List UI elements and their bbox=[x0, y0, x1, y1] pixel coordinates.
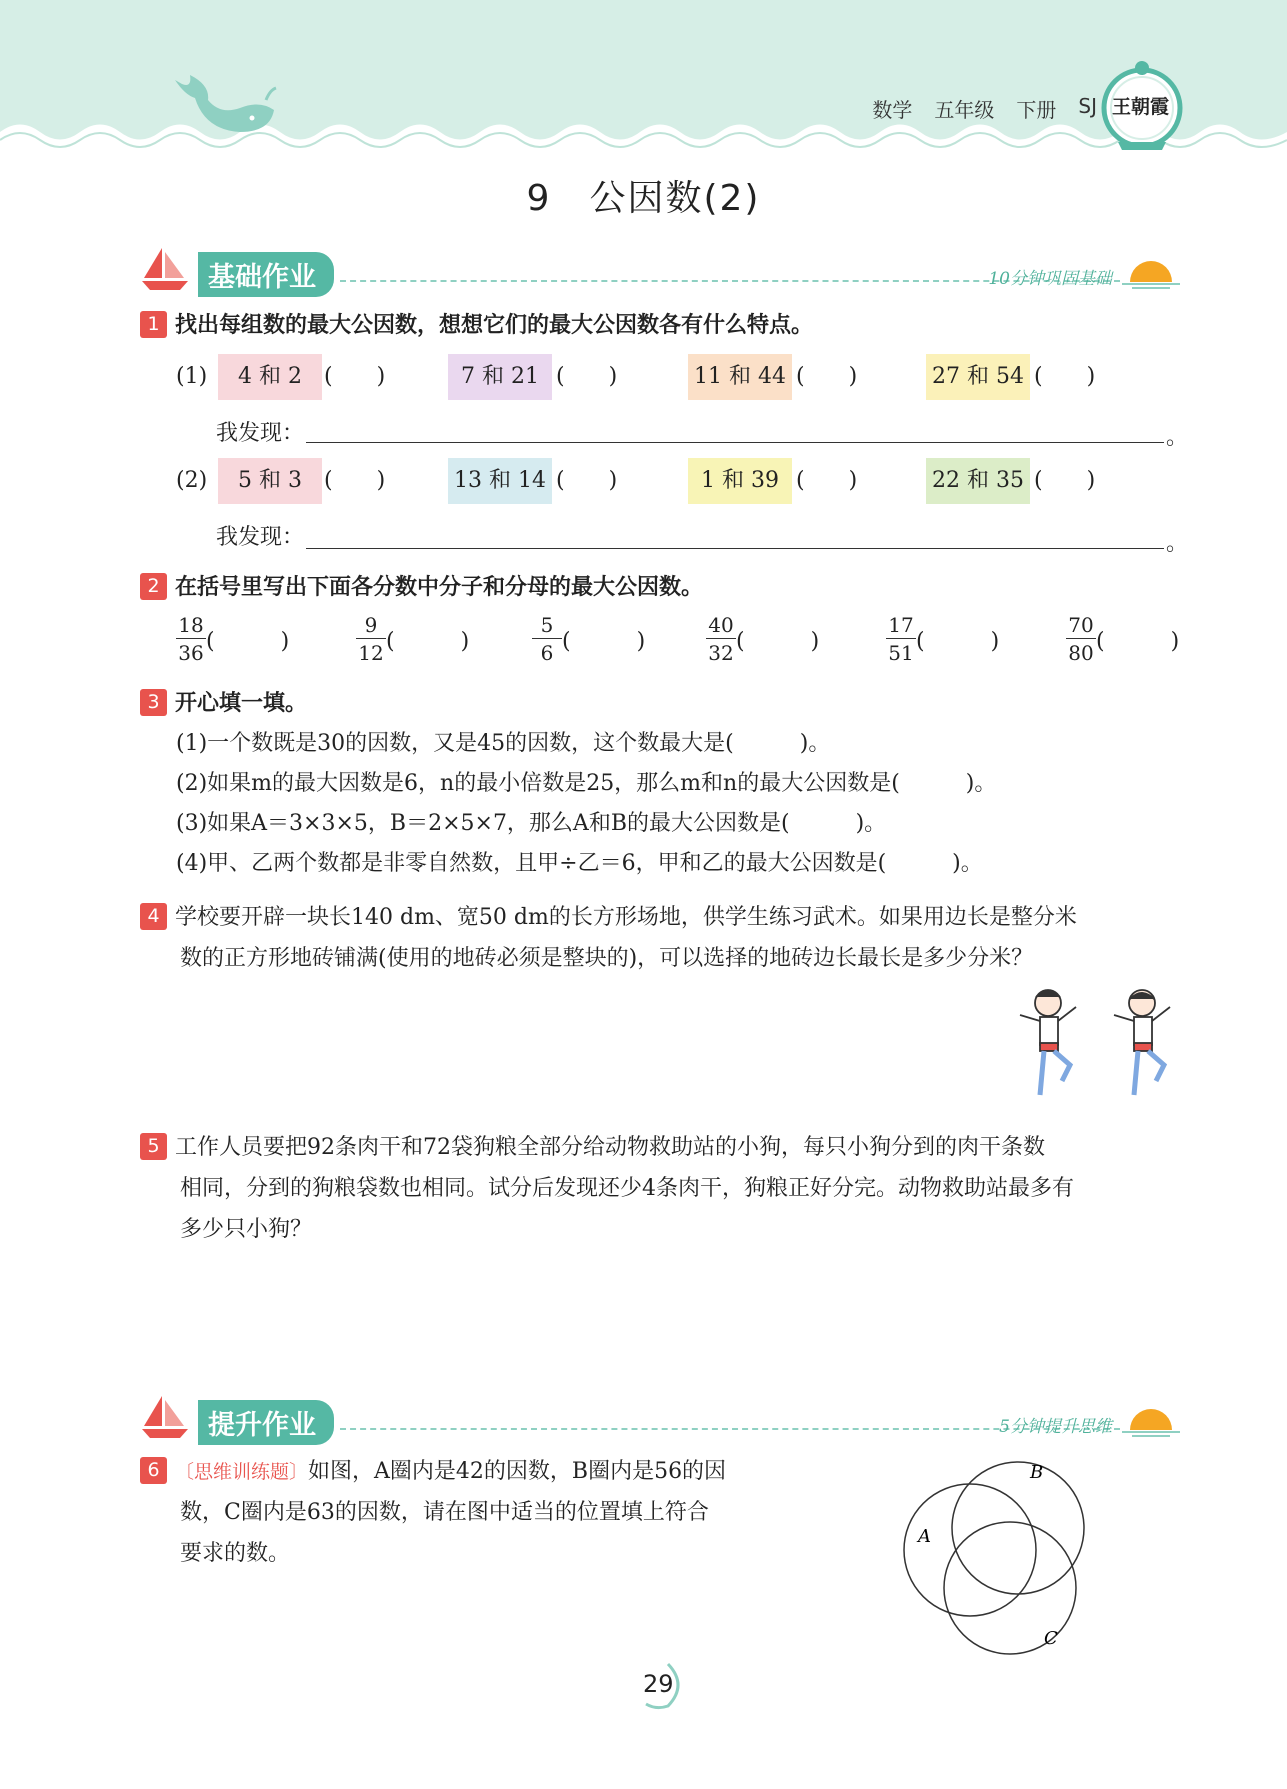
q1-find-end-1: 。 bbox=[1166, 425, 1189, 450]
question-number-1: 1 bbox=[140, 311, 167, 338]
q1-pair-4: 27 和 54 bbox=[926, 354, 1030, 400]
fraction-denominator: 6 bbox=[540, 641, 554, 665]
q2-answer-blank[interactable]: ( ) bbox=[562, 629, 646, 654]
question-5-line-3: 多少只小狗？ bbox=[180, 1217, 313, 1242]
question-5 bbox=[140, 1128, 1180, 1168]
question-6-tag: 〔思维训练题〕 bbox=[175, 1461, 309, 1483]
question-3-text: 开心填一填。 bbox=[175, 691, 308, 716]
q1-pair-7: 1 和 39 bbox=[688, 458, 792, 504]
question-number-5: 5 bbox=[140, 1133, 167, 1160]
q2-answer-blank[interactable]: ( ) bbox=[206, 629, 290, 654]
q2-answer-blank[interactable]: ( ) bbox=[386, 629, 470, 654]
header-volume: 下册 bbox=[1016, 98, 1057, 122]
martial-arts-kids-illustration bbox=[1010, 985, 1185, 1110]
fraction-numerator: 40 bbox=[706, 612, 736, 639]
question-4-line-1: 学校要开辟一块长140 dm、宽50 dm的长方形场地，供学生练习武术。如果用边长是整分米 bbox=[175, 905, 1077, 930]
fraction-denominator: 12 bbox=[358, 641, 384, 665]
fraction-denominator: 32 bbox=[708, 641, 734, 665]
sunset-icon bbox=[1122, 1402, 1180, 1438]
section-label-advanced: 提升作业 bbox=[198, 1400, 334, 1445]
q1-answer-blank[interactable]: ( ) bbox=[556, 468, 618, 493]
fraction-numerator: 18 bbox=[176, 612, 206, 639]
q1-find-end-2: 。 bbox=[1166, 531, 1189, 556]
q2-answer-blank[interactable]: ( ) bbox=[916, 629, 1000, 654]
venn-circle-a bbox=[904, 1484, 1036, 1616]
q2-fraction-3 bbox=[532, 612, 645, 667]
q3-item-2: (2)如果m的最大因数是6，n的最小倍数是25，那么m和n的最大公因数是( )。 bbox=[176, 771, 997, 796]
q1-answer-blank[interactable]: ( ) bbox=[556, 364, 618, 389]
question-4-line-2: 数的正方形地砖铺满(使用的地砖必须是整块的)，可以选择的地砖边长最长是多少分米？ bbox=[180, 946, 1034, 971]
fraction-denominator: 36 bbox=[178, 641, 204, 665]
q1-answer-blank[interactable]: ( ) bbox=[324, 364, 386, 389]
venn-diagram[interactable] bbox=[900, 1450, 1110, 1660]
question-1 bbox=[140, 306, 1180, 346]
question-4 bbox=[140, 898, 1180, 938]
q1-pair-2: 7 和 21 bbox=[448, 354, 552, 400]
q1-group-2 bbox=[176, 458, 1176, 504]
question-number-6: 6 bbox=[140, 1457, 167, 1484]
q3-item-3: (3)如果A＝3×3×5，B＝2×5×7，那么A和B的最大公因数是( )。 bbox=[176, 811, 887, 836]
section-label-basic: 基础作业 bbox=[198, 252, 334, 297]
fraction-denominator: 80 bbox=[1068, 641, 1094, 665]
venn-label-b: B bbox=[1030, 1462, 1044, 1483]
q2-answer-blank[interactable]: ( ) bbox=[1096, 629, 1180, 654]
logo-text: 王朝霞 bbox=[1112, 96, 1170, 118]
question-5-line-2: 相同，分到的狗粮袋数也相同。试分后发现还少4条肉干，狗粮正好分完。动物救助站最多有 bbox=[180, 1176, 1075, 1201]
page-number: 29 bbox=[643, 1670, 674, 1698]
q1-find-label-2: 我发现： bbox=[216, 525, 305, 550]
venn-circle-b bbox=[952, 1462, 1084, 1594]
q1-answer-blank[interactable]: ( ) bbox=[796, 364, 858, 389]
q1-pair-3: 11 和 44 bbox=[688, 354, 792, 400]
whale-icon bbox=[170, 70, 280, 140]
page-title: 9 公因数(2) bbox=[526, 178, 761, 219]
q1-answer-blank[interactable]: ( ) bbox=[1034, 468, 1096, 493]
question-3 bbox=[140, 684, 1180, 724]
question-6-line-3: 要求的数。 bbox=[180, 1541, 291, 1566]
question-1-text: 找出每组数的最大公因数，想想它们的最大公因数各有什么特点。 bbox=[175, 313, 814, 338]
q1-group-2-label: (2) bbox=[176, 468, 208, 493]
q1-find-label-1: 我发现： bbox=[216, 421, 305, 446]
q1-pair-8: 22 和 35 bbox=[926, 458, 1030, 504]
question-number-4: 4 bbox=[140, 903, 167, 930]
section-time-basic: 10分钟巩固基础 bbox=[988, 269, 1112, 289]
section-time-advanced: 5分钟提升思维 bbox=[999, 1417, 1112, 1437]
fraction-numerator: 5 bbox=[532, 612, 562, 639]
sailboat-icon bbox=[140, 1394, 190, 1440]
question-6-line-2: 数，C圈内是63的因数，请在图中适当的位置填上符合 bbox=[180, 1500, 709, 1525]
q2-answer-blank[interactable]: ( ) bbox=[736, 629, 820, 654]
q1-group-1-label: (1) bbox=[176, 364, 208, 389]
header-edition: SJ bbox=[1078, 94, 1097, 118]
question-number-3: 3 bbox=[140, 689, 167, 716]
sailboat-icon bbox=[140, 246, 190, 292]
q2-fraction-5 bbox=[886, 612, 999, 667]
q2-fraction-6 bbox=[1066, 612, 1179, 667]
q1-pair-6: 13 和 14 bbox=[448, 458, 552, 504]
q1-answer-blank[interactable]: ( ) bbox=[1034, 364, 1096, 389]
question-5-line-1: 工作人员要把92条肉干和72袋狗粮全部分给动物救助站的小狗，每只小狗分到的肉干条数 bbox=[175, 1135, 1045, 1160]
q1-pair-1: 4 和 2 bbox=[218, 354, 322, 400]
fraction-denominator: 51 bbox=[888, 641, 914, 665]
header-subject: 数学 bbox=[872, 98, 913, 122]
q2-fraction-1 bbox=[176, 612, 289, 667]
q1-answer-blank[interactable]: ( ) bbox=[796, 468, 858, 493]
q3-item-1: (1)一个数既是30的因数，又是45的因数，这个数最大是( )。 bbox=[176, 731, 831, 756]
section-banner-basic bbox=[140, 246, 1180, 296]
q1-pair-5: 5 和 3 bbox=[218, 458, 322, 504]
q3-item-4: (4)甲、乙两个数都是非零自然数，且甲÷乙＝6，甲和乙的最大公因数是( )。 bbox=[176, 851, 983, 876]
question-6 bbox=[140, 1452, 780, 1492]
question-2 bbox=[140, 568, 1180, 608]
q1-answer-blank[interactable]: ( ) bbox=[324, 468, 386, 493]
fraction-numerator: 9 bbox=[356, 612, 386, 639]
fraction-numerator: 17 bbox=[886, 612, 916, 639]
q1-group-1 bbox=[176, 354, 1176, 400]
section-banner-advanced bbox=[140, 1394, 1180, 1444]
question-6-line-1: 如图，A圈内是42的因数，B圈内是56的因 bbox=[308, 1459, 727, 1484]
header-grade: 五年级 bbox=[934, 98, 995, 122]
q2-fraction-2 bbox=[356, 612, 469, 667]
question-number-2: 2 bbox=[140, 573, 167, 600]
q1-find-line-2[interactable] bbox=[306, 548, 1164, 549]
question-2-text: 在括号里写出下面各分数中分子和分母的最大公因数。 bbox=[175, 575, 704, 600]
fraction-numerator: 70 bbox=[1066, 612, 1096, 639]
venn-label-a: A bbox=[918, 1526, 931, 1547]
sunset-icon bbox=[1122, 254, 1180, 290]
venn-label-c: C bbox=[1044, 1628, 1058, 1649]
header-info bbox=[872, 94, 1097, 123]
q2-fraction-4 bbox=[706, 612, 819, 667]
q1-find-line-1[interactable] bbox=[306, 442, 1164, 443]
